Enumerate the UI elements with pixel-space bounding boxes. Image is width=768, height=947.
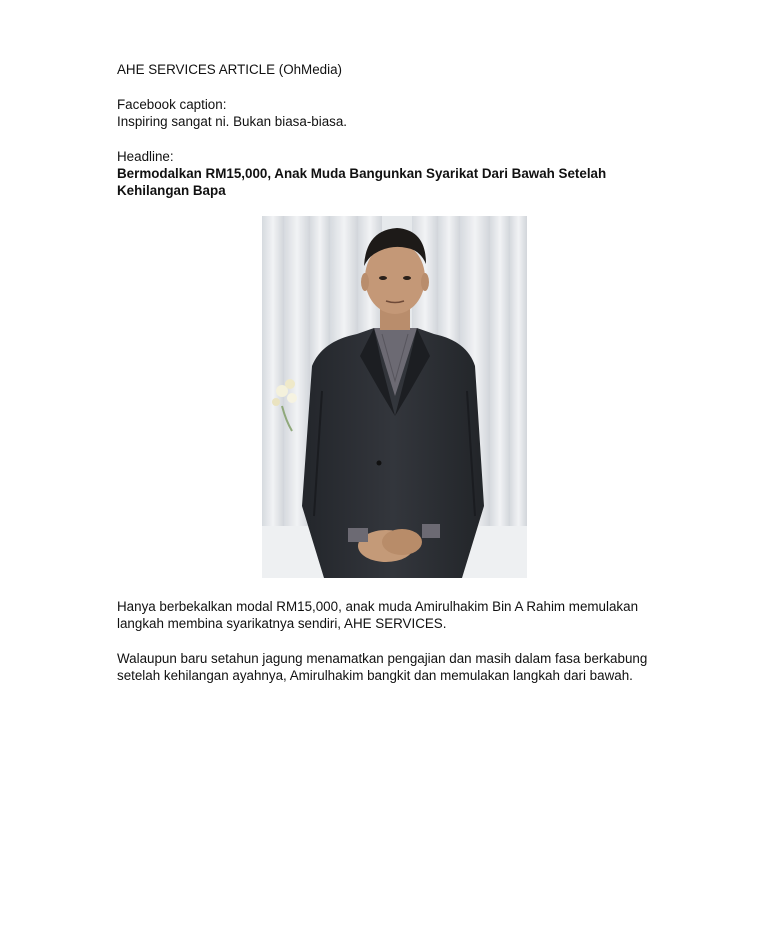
facebook-caption-label: Facebook caption:: [117, 97, 227, 112]
facebook-caption-text: Inspiring sangat ni. Bukan biasa-biasa.: [117, 114, 348, 129]
document-title: AHE SERVICES ARTICLE (OhMedia): [117, 62, 342, 77]
body-paragraph-2-line-2: setelah kehilangan ayahnya, Amirulhakim bangkit dan memulakan langkah dari bawah.: [117, 668, 633, 683]
body-paragraph-1-line-1: Hanya berbekalkan modal RM15,000, anak muda Amirulhakim Bin A Rahim memulakan: [117, 599, 639, 614]
portrait-photo: [262, 216, 527, 578]
body-paragraph-1-line-2: langkah membina syarikatnya sendiri, AHE SERVICES.: [117, 616, 447, 631]
headline-line-1: Bermodalkan RM15,000, Anak Muda Bangunkan Syarikat Dari Bawah Setelah: [117, 166, 607, 181]
headline-line-2: Kehilangan Bapa: [117, 183, 226, 198]
body-paragraph-2-line-1: Walaupun baru setahun jagung menamatkan pengajian dan masih dalam fasa berkabung: [117, 651, 648, 666]
headline-label: Headline:: [117, 149, 174, 164]
